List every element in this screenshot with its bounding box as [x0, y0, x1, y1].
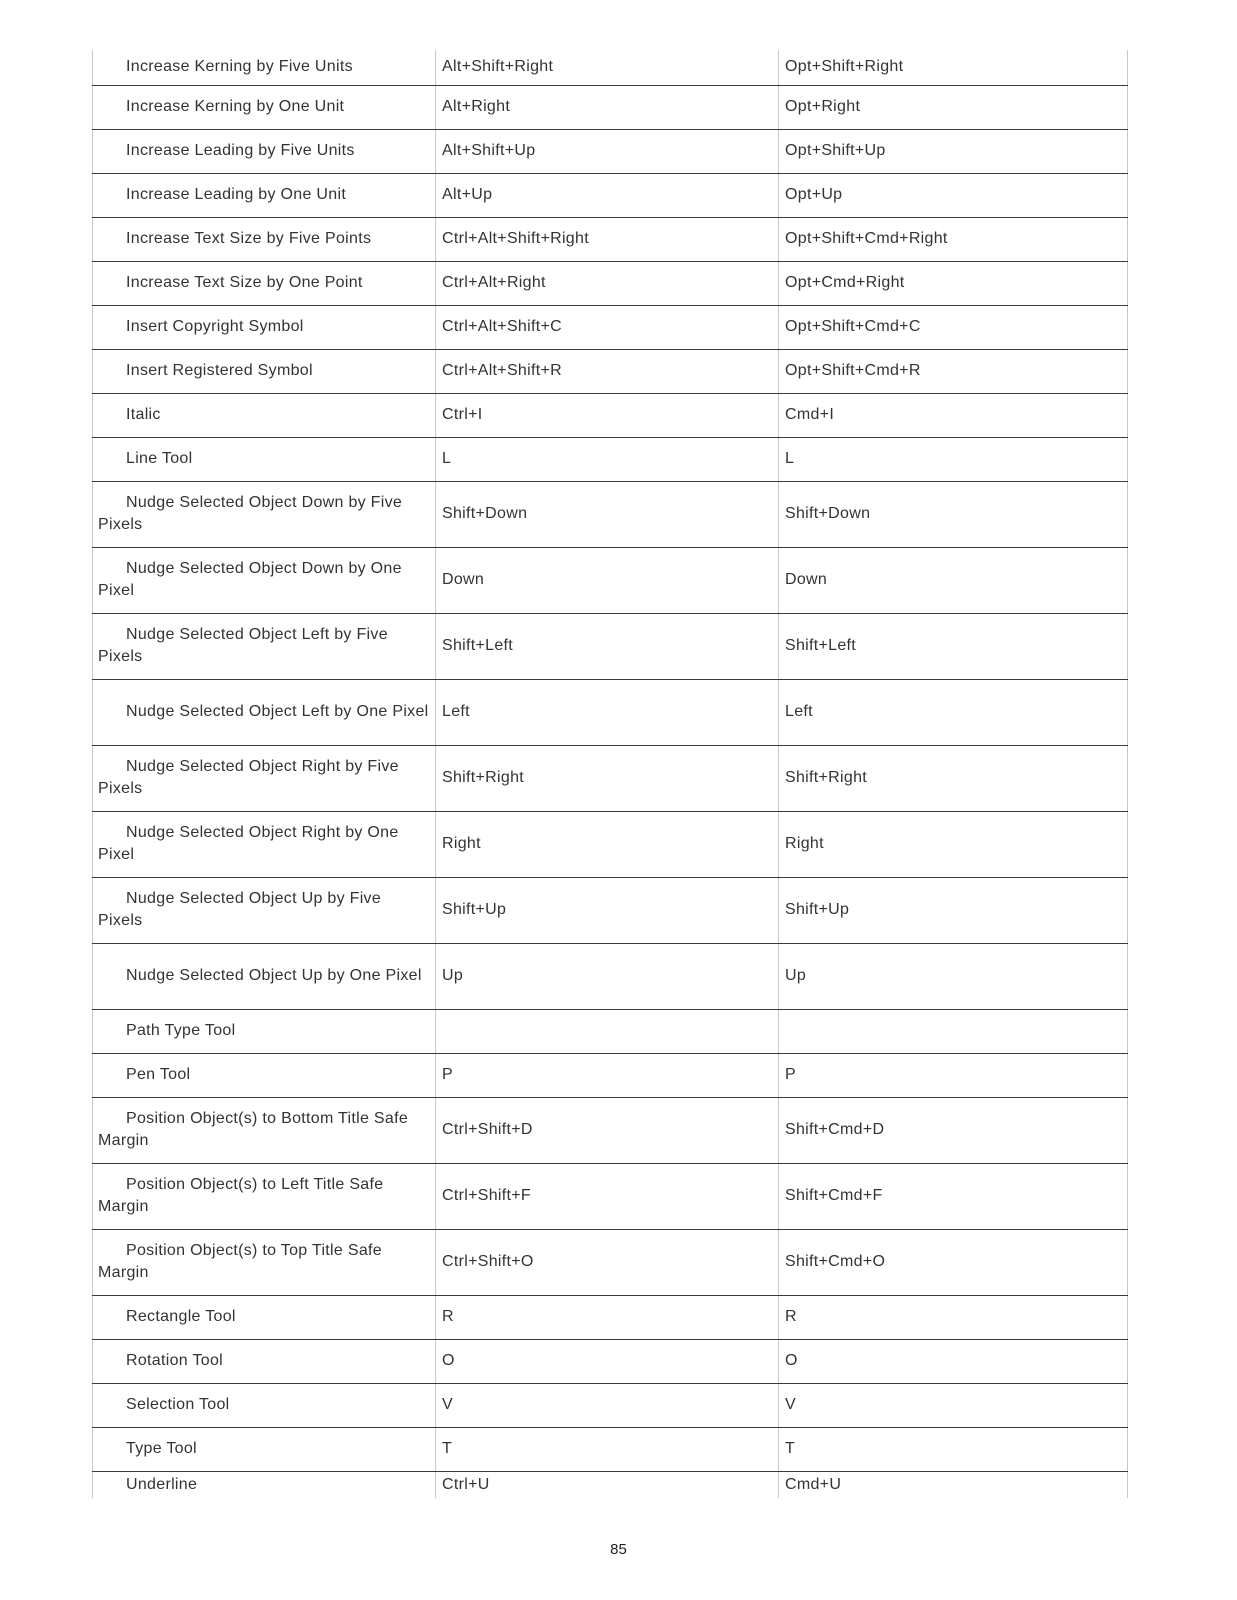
mac-shortcut-cell: Opt+Shift+Cmd+R: [779, 349, 1128, 393]
mac-shortcut-cell: Opt+Cmd+Right: [779, 261, 1128, 305]
mac-shortcut-cell: Right: [779, 811, 1128, 877]
mac-shortcut-cell: Shift+Down: [779, 481, 1128, 547]
table-row: [93, 745, 1128, 811]
windows-shortcut-cell: T: [436, 1427, 779, 1471]
mac-shortcut-cell: Left: [779, 679, 1128, 745]
mac-shortcut-cell: Shift+Up: [779, 877, 1128, 943]
mac-shortcut-cell: Cmd+I: [779, 393, 1128, 437]
command-cell: Nudge Selected Object Up by Five Pixels: [93, 877, 436, 943]
mac-shortcut-cell: Opt+Shift+Cmd+Right: [779, 217, 1128, 261]
windows-shortcut-cell: Alt+Up: [436, 173, 779, 217]
table-row: [93, 349, 1128, 393]
windows-shortcut-cell: Shift+Left: [436, 613, 779, 679]
table-row: [93, 1097, 1128, 1163]
windows-shortcut-cell: Ctrl+Alt+Shift+Right: [436, 217, 779, 261]
mac-shortcut-cell: Shift+Cmd+O: [779, 1229, 1128, 1295]
table-row: [93, 613, 1128, 679]
mac-shortcut-cell: T: [779, 1427, 1128, 1471]
table-row: [93, 261, 1128, 305]
mac-shortcut-cell: Up: [779, 943, 1128, 1009]
command-cell: Nudge Selected Object Down by One Pixel: [93, 547, 436, 613]
mac-shortcut-cell: P: [779, 1053, 1128, 1097]
windows-shortcut-cell: O: [436, 1339, 779, 1383]
table-row: [93, 437, 1128, 481]
windows-shortcut-cell: Ctrl+Shift+D: [436, 1097, 779, 1163]
table-row: [93, 1163, 1128, 1229]
command-cell: Nudge Selected Object Left by One Pixel: [93, 679, 436, 745]
table-row: [93, 85, 1128, 129]
command-cell: Pen Tool: [93, 1053, 436, 1097]
command-cell: Increase Text Size by One Point: [93, 261, 436, 305]
windows-shortcut-cell: Ctrl+Shift+O: [436, 1229, 779, 1295]
mac-shortcut-cell: Opt+Shift+Cmd+C: [779, 305, 1128, 349]
windows-shortcut-cell: Alt+Shift+Right: [436, 50, 779, 85]
windows-shortcut-cell: R: [436, 1295, 779, 1339]
mac-shortcut-cell: Opt+Right: [779, 85, 1128, 129]
table-row: [93, 1053, 1128, 1097]
table-row: [93, 50, 1128, 85]
table-row: [93, 129, 1128, 173]
command-cell: Insert Copyright Symbol: [93, 305, 436, 349]
table-body: [93, 50, 1128, 1498]
mac-shortcut-cell: Shift+Cmd+F: [779, 1163, 1128, 1229]
table-row: [93, 679, 1128, 745]
command-cell: Nudge Selected Object Right by One Pixel: [93, 811, 436, 877]
mac-shortcut-cell: L: [779, 437, 1128, 481]
command-cell: Nudge Selected Object Left by Five Pixels: [93, 613, 436, 679]
windows-shortcut-cell: Shift+Down: [436, 481, 779, 547]
mac-shortcut-cell: R: [779, 1295, 1128, 1339]
page-number: 85: [610, 1541, 627, 1558]
command-cell: Increase Leading by Five Units: [93, 129, 436, 173]
command-cell: Rotation Tool: [93, 1339, 436, 1383]
windows-shortcut-cell: Alt+Shift+Up: [436, 129, 779, 173]
table-row: [93, 393, 1128, 437]
mac-shortcut-cell: Shift+Cmd+D: [779, 1097, 1128, 1163]
mac-shortcut-cell: Cmd+U: [779, 1471, 1128, 1498]
windows-shortcut-cell: Shift+Up: [436, 877, 779, 943]
command-cell: Increase Kerning by Five Units: [93, 50, 436, 85]
command-cell: Increase Leading by One Unit: [93, 173, 436, 217]
table-row: [93, 1229, 1128, 1295]
command-cell: Nudge Selected Object Right by Five Pixels: [93, 745, 436, 811]
mac-shortcut-cell: V: [779, 1383, 1128, 1427]
command-cell: Rectangle Tool: [93, 1295, 436, 1339]
table-row: [93, 811, 1128, 877]
windows-shortcut-cell: Ctrl+Alt+Right: [436, 261, 779, 305]
mac-shortcut-cell: Shift+Right: [779, 745, 1128, 811]
table-row: [93, 1383, 1128, 1427]
command-cell: Type Tool: [93, 1427, 436, 1471]
command-cell: Line Tool: [93, 437, 436, 481]
table-row: [93, 217, 1128, 261]
mac-shortcut-cell: [779, 1009, 1128, 1053]
command-cell: Insert Registered Symbol: [93, 349, 436, 393]
windows-shortcut-cell: Ctrl+Alt+Shift+C: [436, 305, 779, 349]
command-cell: Path Type Tool: [93, 1009, 436, 1053]
mac-shortcut-cell: Down: [779, 547, 1128, 613]
table-row: [93, 1009, 1128, 1053]
windows-shortcut-cell: L: [436, 437, 779, 481]
windows-shortcut-cell: P: [436, 1053, 779, 1097]
command-cell: Increase Kerning by One Unit: [93, 85, 436, 129]
windows-shortcut-cell: [436, 1009, 779, 1053]
mac-shortcut-cell: Opt+Shift+Right: [779, 50, 1128, 85]
command-cell: Italic: [93, 393, 436, 437]
mac-shortcut-cell: Shift+Left: [779, 613, 1128, 679]
command-cell: Position Object(s) to Bottom Title Safe Margin: [93, 1097, 436, 1163]
windows-shortcut-cell: V: [436, 1383, 779, 1427]
shortcut-table: [92, 50, 1128, 1498]
mac-shortcut-cell: O: [779, 1339, 1128, 1383]
mac-shortcut-cell: Opt+Shift+Up: [779, 129, 1128, 173]
command-cell: Underline: [93, 1471, 436, 1498]
windows-shortcut-cell: Ctrl+I: [436, 393, 779, 437]
table-row: [93, 877, 1128, 943]
table-row: [93, 547, 1128, 613]
windows-shortcut-cell: Ctrl+Shift+F: [436, 1163, 779, 1229]
table-row: [93, 1295, 1128, 1339]
table-row: [93, 943, 1128, 1009]
table-row: [93, 173, 1128, 217]
windows-shortcut-cell: Down: [436, 547, 779, 613]
table-row: [93, 305, 1128, 349]
command-cell: Position Object(s) to Top Title Safe Margin: [93, 1229, 436, 1295]
windows-shortcut-cell: Alt+Right: [436, 85, 779, 129]
command-cell: Increase Text Size by Five Points: [93, 217, 436, 261]
table-row: [93, 1427, 1128, 1471]
table-row: [93, 1471, 1128, 1498]
windows-shortcut-cell: Ctrl+Alt+Shift+R: [436, 349, 779, 393]
windows-shortcut-cell: Right: [436, 811, 779, 877]
command-cell: Selection Tool: [93, 1383, 436, 1427]
command-cell: Position Object(s) to Left Title Safe Margin: [93, 1163, 436, 1229]
command-cell: Nudge Selected Object Up by One Pixel: [93, 943, 436, 1009]
windows-shortcut-cell: Up: [436, 943, 779, 1009]
table-row: [93, 481, 1128, 547]
mac-shortcut-cell: Opt+Up: [779, 173, 1128, 217]
windows-shortcut-cell: Ctrl+U: [436, 1471, 779, 1498]
command-cell: Nudge Selected Object Down by Five Pixels: [93, 481, 436, 547]
table-row: [93, 1339, 1128, 1383]
windows-shortcut-cell: Shift+Right: [436, 745, 779, 811]
windows-shortcut-cell: Left: [436, 679, 779, 745]
